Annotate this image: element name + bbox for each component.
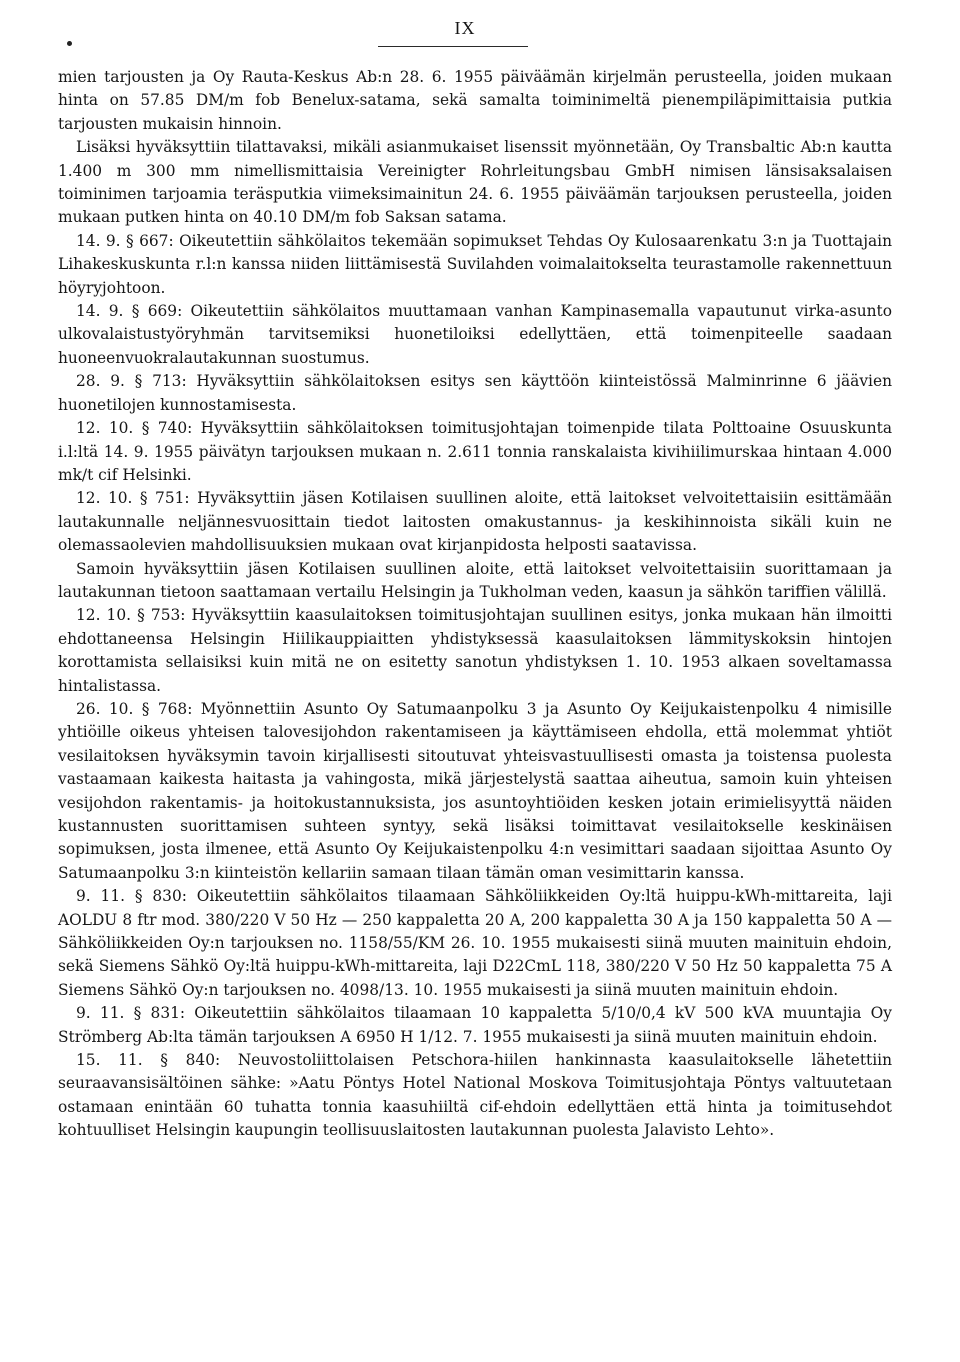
paragraph-section-831: 9. 11. § 831: Oikeutettiin sähkölaitos tilaamaan 10 kappaletta 5/10/0,4 kV 500 kVA muuntajia Oy Strömberg Ab:lta tämän tarjouksen A 6950 H 1/12. 7. 1955 mukaisesti ja siinä muuten mainituin ehdoin. [58,1004,892,1046]
paragraph-section-768: 26. 10. § 768: Myönnettiin Asunto Oy Satumaanpolku 3 ja Asunto Oy Keijukaistenpolku 4 nimisille yhtiöille oikeus yhteisen talovesijohdon rakentamiseen ja käyttämiseen ehdolla, että molemmat yhtiöt vesilaitoksen hyväksymin tavoin kirjallisesti sitoutuvat yhteisvastuullisesti omasta ja toistensa puolesta vastaamaan kaikesta haitasta ja vahingosta, mikä järjestelystä saattaa aiheutua, samoin kuin yhteisen vesijohdon rakentamis- ja hoitokustannuksista, jos asuntoyhtiöiden kesken jotain erimielisyyttä näiden kustannusten suorittamisen suhteen syntyy, sekä lisäksi toimittavat vesilaitokselle keskinäisen sopimuksen, josta ilmenee, että Asunto Oy Keijukaistenpolku 4:n vesimittari saadaan sijoittaa Asunto Oy Satumaanpolku 3:n kiinteistön kellariin samaan tilaan tämän oman vesimittarin kanssa. [58,699,892,882]
paragraph-section-740: 12. 10. § 740: Hyväksyttiin sähkölaitoksen toimitusjohtajan toimenpide tilata Polttoaine Osuuskunta i.l:ltä 14. 9. 1955 päivätyn tarjouksen mukaan n. 2.611 tonnia ranskalaista kivihiilimurskaa hintaan 4.000 mk/t cif Helsinki. [58,419,892,484]
body-text [58,66,892,1143]
header-rule [378,46,528,47]
paragraph-section-667: 14. 9. § 667: Oikeutettiin sähkölaitos tekemään sopimukset Tehdas Oy Kulosaarenkatu 3:n ja Tuottajain Lihakeskuskunta r.l:n kanssa niiden liittämisestä Suvilahden voimalaitokselta teurastamolle rakennettuun höyryjohtoon. [58,231,892,297]
paragraph-section-840: 15. 11. § 840: Neuvostoliittolaisen Petschora-hiilen hankinnasta kaasulaitokselle lähetettiin seuraavansisältöinen sähke: »Aatu Pöntys Hotel National Moskova Toimitusjohtaja Pöntys valtuutetaan ostamaan enintään 60 tuhatta tonnia kaasuhiiltä cif-ehdoin edellyttäen että hinta ja toimitusehdot kohtuulliset Helsingin kaupungin teollisuuslaitosten lautakunnan puolesta Jalavisto Lehto». [58,1051,892,1140]
paragraph-tariff-comparison: Samoin hyväksyttiin jäsen Kotilaisen suullinen aloite, että laitokset velvoitettaisiin suorittamaan ja lautakunnan tietoon saattamaan vertailu Helsingin ja Tukholman veden, kaasun ja sähkön tariffien välillä. [58,559,892,601]
paragraph-continued-offer: mien tarjousten ja Oy Rauta-Keskus Ab:n 28. 6. 1955 päiväämän kirjelmän perusteella, joiden mukaan hinta on 57.85 DM/m fob Benelux-satama, sekä samalta toiminimeltä pienempiläpimittaisia putkia tarjousten mukaisin hinnoin. [58,68,892,133]
paragraph-transbaltic-pipes: Lisäksi hyväksyttiin tilattavaksi, mikäli asianmukaiset lisenssit myönnetään, Oy Transbaltic Ab:n kautta 1.400 m 300 mm nimellismittaisia Vereinigter Rohrleitungsbau GmbH nimisen länsisaksalaisen toiminimen tarjoamia teräsputkia viimeksimainitun 24. 6. 1955 päiväämän tarjouksen perusteella, joiden mukaan putken hinta on 40.10 DM/m fob Saksan satama. [58,138,892,227]
page-number: IX [454,18,476,38]
stray-dot-mark [67,41,72,46]
paragraph-section-753: 12. 10. § 753: Hyväksyttiin kaasulaitoksen toimitusjohtajan suullinen esitys, jonka mukaan hän ilmoitti ehdottaneensa Helsingin Hiilikauppiaitten yhdistyksessä kaasulaitoksen lämmityskoksin hintojen korottamista sellaisiksi kuin mitä ne on esitetty sanotun yhdistyksen 1. 10. 1953 alkaen soveltamassa hintalistassa. [58,606,892,695]
paragraph-section-751: 12. 10. § 751: Hyväksyttiin jäsen Kotilaisen suullinen aloite, että laitokset velvoitettaisiin esittämään lautakunnalle neljännesvuosittain tiedot laitosten omakustannus- ja keskihinnoista sikäli kuin ne olemassaolevien mahdollisuuksien mukaan ovat kirjanpidosta helposti saatavissa. [58,489,892,555]
paragraph-section-713: 28. 9. § 713: Hyväksyttiin sähkölaitoksen esitys sen käyttöön kiinteistössä Malminrinne 6 jäävien huonetilojen kunnostamisesta. [58,372,892,414]
paragraph-section-830: 9. 11. § 830: Oikeutettiin sähkölaitos tilaamaan Sähköliikkeiden Oy:ltä huippu-kWh-mittareita, laji AOLDU 8 ftr mod. 380/220 V 50 Hz — 250 kappaletta 20 A, 200 kappaletta 30 A ja 150 kappaletta 50 A — Sähköliikkeiden Oy:n tarjouksen no. 1158/55/KM 26. 10. 1955 mukaisesti siinä muuten mainituin ehdoin, sekä Siemens Sähkö Oy:ltä huippu-kWh-mittareita, laji D22CmL 118, 380/220 V 50 Hz 50 kappaletta 75 A Siemens Sähkö Oy:n tarjouksen no. 4098/13. 10. 1955 mukaisesti ja siinä muuten mainituin ehdoin. [58,887,892,999]
paragraph-section-669: 14. 9. § 669: Oikeutettiin sähkölaitos muuttamaan vanhan Kampinasemalla vapautunut virka-asunto ulkovalaistustyöryhmän tarvitsemiksi huonetiloiksi edellyttäen, että toimenpiteelle saadaan huoneenvuokralautakunnan suostumus. [58,302,892,367]
